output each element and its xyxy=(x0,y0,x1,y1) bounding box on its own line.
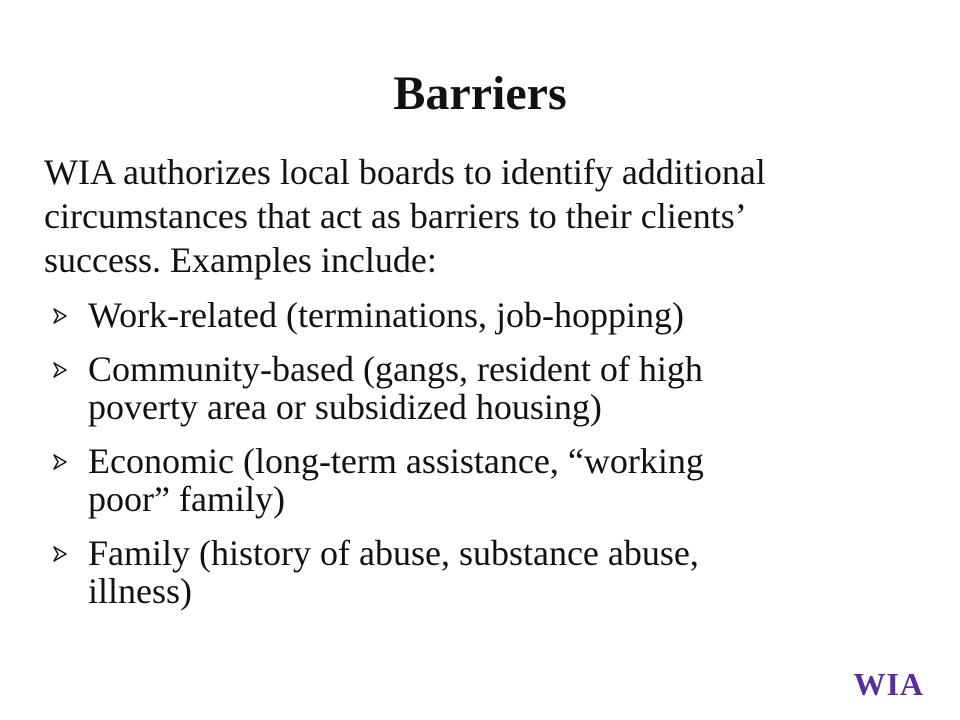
bullet-item xyxy=(44,534,924,610)
arrowhead-bullet-icon xyxy=(52,454,68,470)
intro-paragraph: WIA authorizes local boards to identify additional circumstances that act as barriers to their clients’ success. Examples include: xyxy=(44,152,766,280)
arrowhead-bullet-icon xyxy=(52,362,68,378)
arrowhead-bullet-icon xyxy=(52,546,68,562)
bullet-item xyxy=(44,296,924,334)
bullet-item xyxy=(44,442,924,518)
bullet-text: Economic (long-term assistance, “working poor” family) xyxy=(88,441,704,519)
wia-logo: WIA xyxy=(853,666,924,702)
bullet-text: Work-related (terminations, job-hopping) xyxy=(88,295,684,335)
bullet-text: Community-based (gangs, resident of high poverty area or subsidized housing) xyxy=(88,349,703,427)
bullet-list xyxy=(44,296,924,626)
slide-title: Barriers xyxy=(393,67,567,120)
bullet-text: Family (history of abuse, substance abuse, illness) xyxy=(88,533,699,611)
bullet-item xyxy=(44,350,924,426)
arrowhead-bullet-icon xyxy=(52,308,68,324)
